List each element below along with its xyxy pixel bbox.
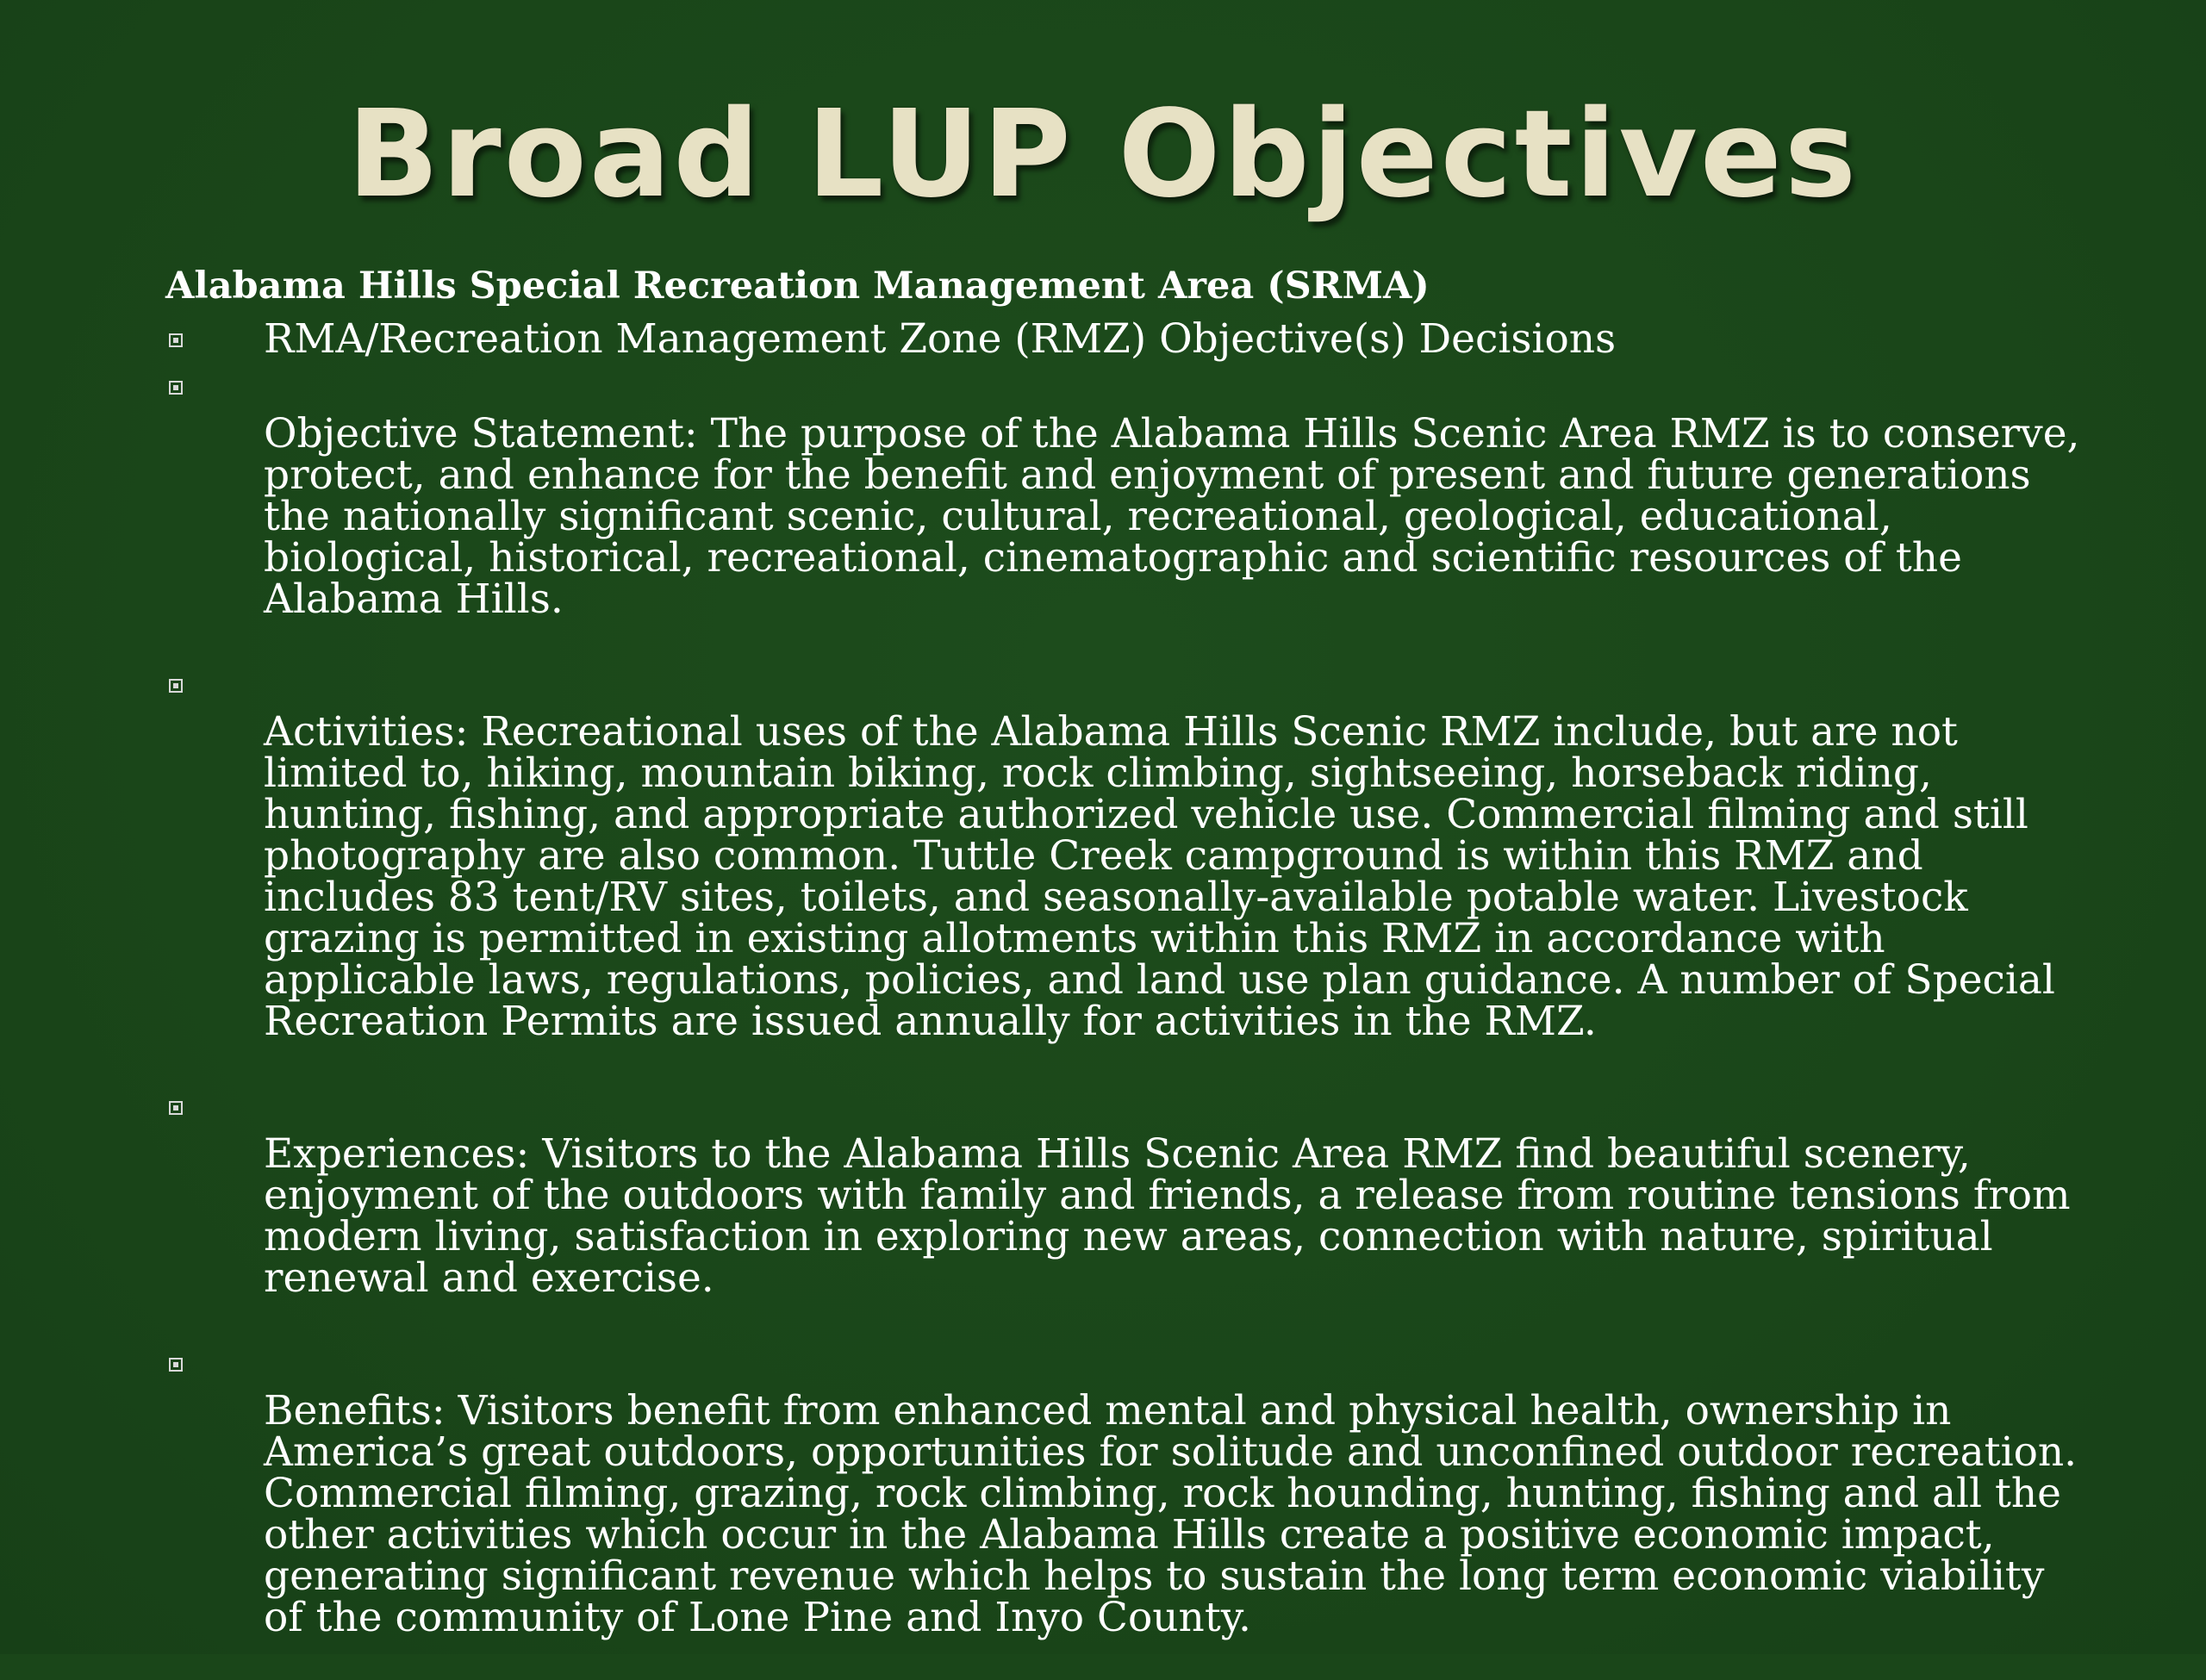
- bullet-experiences: [165, 1086, 2087, 1341]
- slide-title: Broad LUP Objectives: [346, 84, 1860, 225]
- slide-content: [165, 260, 2087, 1680]
- section-heading: Alabama Hills Special Recreation Management Area (SRMA): [165, 264, 1430, 308]
- bullet-rmz-decisions: [165, 315, 2087, 364]
- bullet-benefits: [165, 1342, 2087, 1680]
- bullet-list: [165, 315, 2087, 1680]
- square-dot-bullet-icon: [169, 1101, 183, 1115]
- bullet-activities: [165, 663, 2087, 1084]
- bullet-text: RMA/Recreation Management Zone (RMZ) Objective(s) Decisions: [264, 315, 1617, 363]
- square-dot-bullet-icon: [169, 381, 183, 395]
- bullet-text: Objective Statement: The purpose of the Alabama Hills Scenic Area RMZ is to conserve, protect, and enhance for the benefit and enjoyment of present and future generations the nationally significant scenic, cultural, recreational, geological, educational, biological, historical, recreational, cinematographic and scientific resources of the Alabama Hills.: [264, 410, 2080, 623]
- square-dot-bullet-icon: [169, 679, 183, 693]
- square-dot-bullet-icon: [169, 1358, 183, 1372]
- bullet-objective-statement: [165, 365, 2087, 662]
- bullet-text: Experiences: Visitors to the Alabama Hills Scenic Area RMZ find beautiful scenery, enjoyment of the outdoors with family and friends, a release from routine tensions from modern living, satisfaction in exploring new areas, connection with nature, spiritual renewal and exercise.: [264, 1130, 2071, 1302]
- bullet-text: Benefits: Visitors benefit from enhanced mental and physical health, ownership in America’s great outdoors, opportunities for solitude and unconfined outdoor recreation. Commercial filming, grazing, rock climbing, rock hounding, hunting, fishing and all the other activities which occur in the Alabama Hills create a positive economic impact, generating significant revenue which helps to sustain the long term economic viability of the community of Lone Pine and Inyo County.: [264, 1387, 2078, 1641]
- square-dot-bullet-icon: [169, 333, 183, 347]
- bullet-text: Activities: Recreational uses of the Alabama Hills Scenic RMZ include, but are not limited to, hiking, mountain biking, rock climbing, sightseeing, horseback riding, hunting, fishing, and appropriate authorized vehicle use. Commercial filming and still photography are also common. Tuttle Creek campground is within this RMZ and includes 83 tent/RV sites, toilets, and seasonally-available potable water. Livestock grazing is permitted in existing allotments within this RMZ in accordance with applicable laws, regulations, policies, and land use plan guidance. A number of Special Recreation Permits are issued annually for activities in the RMZ.: [264, 708, 2055, 1045]
